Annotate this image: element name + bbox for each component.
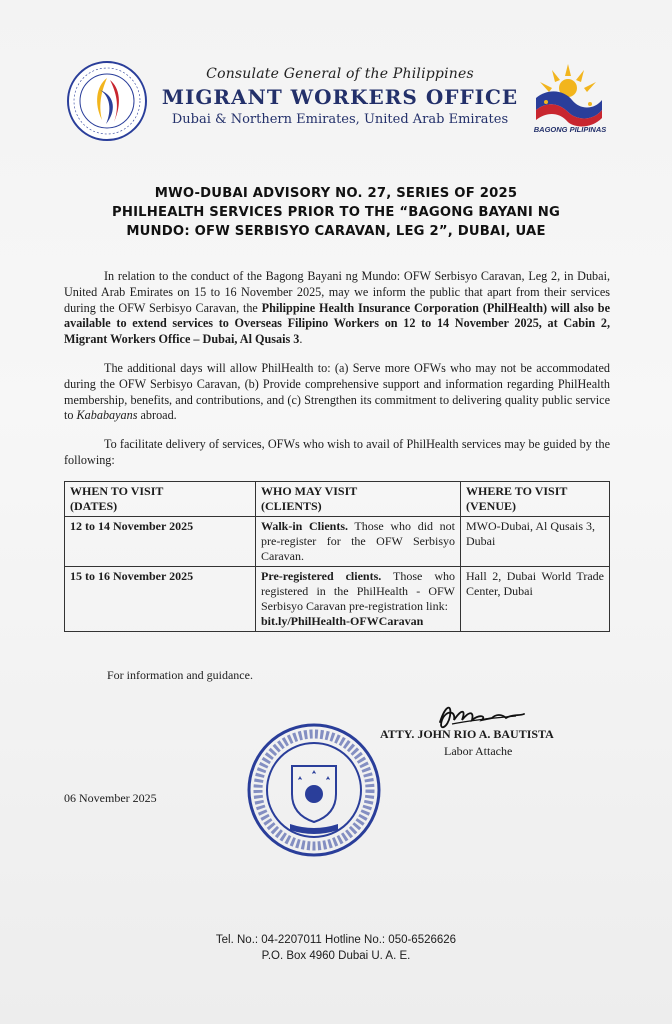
visit-schedule-table	[64, 481, 610, 632]
title-line-3: MUNDO: OFW SERBISYO CARAVAN, LEG 2”, DUBAI, UAE	[126, 224, 546, 239]
signatory-name: ATTY. JOHN RIO A. BAUTISTA	[380, 727, 554, 741]
dmw-logo	[66, 60, 148, 142]
paragraph-1-bold: Philippine Health Insurance Corporation (PhilHealth) will also be available to extend services to Overseas Filipino Workers on 12 to 14 November 2025, at Cabin 2, Migrant Workers Office – Dubai, Al Qusais 3	[64, 300, 610, 347]
row-client: Pre-registered clients. Those who registered in the PhilHealth - OFW Serbisyo Caravan pre-registration link: bit.ly/PhilHealth-OFWCaravan	[256, 567, 461, 632]
paragraph-2-end: abroad.	[137, 408, 177, 423]
paragraph-1-text: In relation to the conduct of the Bagong Bayani ng Mundo: OFW Serbisyo Caravan, Leg 2, in Dubai, United Arab Emirates on 15 to 16 November 2025, may we inform the public that apart from their services during the OFW Serbisyo Caravan, the	[64, 269, 610, 315]
paragraph-2-italic: Kababayans	[76, 408, 138, 423]
title-line-2: PHILHEALTH SERVICES PRIOR TO THE “BAGONG BAYANI NG	[111, 205, 561, 220]
header-where: WHERE TO VISIT (VENUE)	[461, 482, 610, 517]
row-venue: MWO-Dubai, Al Qusais 3, Dubai	[461, 517, 610, 567]
pre-registration-link[interactable]: bit.ly/PhilHealth-OFWCaravan	[261, 614, 424, 628]
bagong-pilipinas-caption: BAGONG PILIPINAS	[533, 125, 607, 134]
consulate-name: Consulate General of the Philippines	[206, 66, 474, 82]
header-when: WHEN TO VISIT (DATES)	[65, 482, 256, 517]
advisory-date: 06 November 2025	[64, 791, 157, 805]
paragraph-1-end: .	[299, 332, 303, 347]
paragraph-guidance: To facilitate delivery of services, OFWs who wish to avail of PhilHealth services may be guided by the following:	[64, 437, 610, 467]
footer-phone: Tel. No.: 04-2207011 Hotline No.: 050-6526626	[215, 934, 457, 946]
advisory-title	[70, 184, 602, 241]
title-line-1: MWO-DUBAI ADVISORY NO. 27, SERIES OF 2025	[154, 186, 518, 201]
signatory-title: Labor Attache	[444, 744, 513, 758]
letterhead	[160, 66, 520, 127]
table-row	[65, 567, 610, 632]
closing-line: For information and guidance.	[107, 668, 253, 682]
footer-contact	[150, 932, 522, 964]
row-date: 12 to 14 November 2025	[65, 517, 256, 567]
row-client: Walk-in Clients. Those who did not pre-register for the OFW Serbisyo Caravan.	[256, 517, 461, 567]
office-name: MIGRANT WORKERS OFFICE	[161, 85, 519, 109]
paragraph-announcement	[64, 269, 610, 348]
footer-address: P.O. Box 4960 Dubai U. A. E.	[261, 950, 411, 962]
paragraph-purpose	[64, 361, 610, 424]
bagong-pilipinas-logo	[528, 58, 608, 134]
consulate-seal	[246, 722, 382, 858]
row-date: 15 to 16 November 2025	[65, 567, 256, 632]
row-venue: Hall 2, Dubai World Trade Center, Dubai	[461, 567, 610, 632]
table-header-row	[65, 482, 610, 517]
paragraph-2-text: The additional days will allow PhilHealth to: (a) Serve more OFWs who may not be accommodated during the OFW Serbisyo Caravan, (b) Provide comprehensive support and information regarding PhilHealth membership, benefits, and contributions, and (c) Strengthen its commitment to delivering quality public service to	[64, 361, 610, 423]
office-location: Dubai & Northern Emirates, United Arab Emirates	[171, 112, 509, 127]
table-row	[65, 517, 610, 567]
header-who: WHO MAY VISIT (CLIENTS)	[256, 482, 461, 517]
